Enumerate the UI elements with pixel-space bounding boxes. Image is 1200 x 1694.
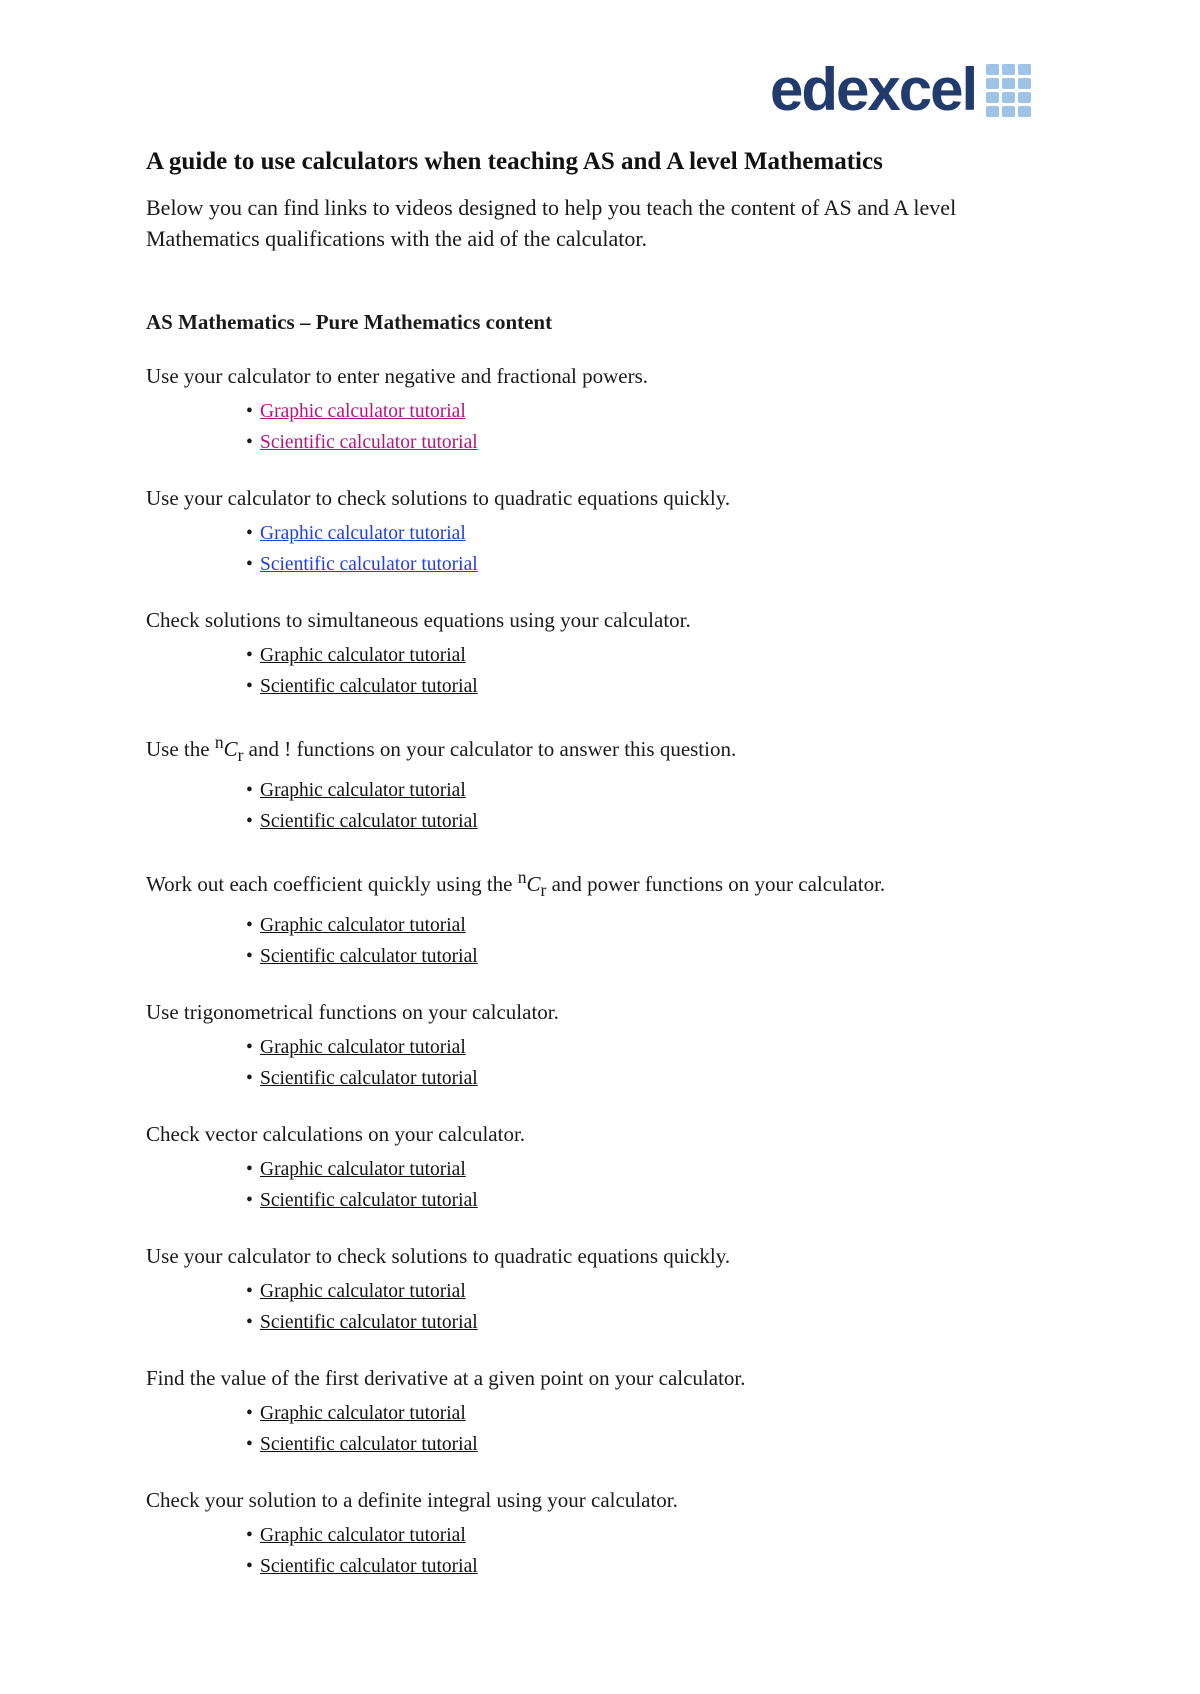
bullet-icon: • <box>246 645 253 666</box>
tutorial-links <box>146 1277 1066 1339</box>
topic-item <box>146 997 1066 1095</box>
scientific-calculator-link[interactable]: Scientific calculator tutorial <box>260 1068 478 1090</box>
topic-item <box>146 1485 1066 1583</box>
bullet-icon: • <box>246 676 253 697</box>
scientific-calculator-link[interactable]: Scientific calculator tutorial <box>260 554 478 575</box>
tutorial-links <box>146 1155 1066 1217</box>
graphic-calculator-link[interactable]: Graphic calculator tutorial <box>260 1037 466 1059</box>
bullet-icon: • <box>246 915 253 937</box>
bullet-icon: • <box>246 780 253 802</box>
bullet-icon: • <box>246 946 253 968</box>
document-body <box>146 144 1066 1583</box>
topic-text: Use your calculator to enter negative and fractional powers. <box>146 364 649 388</box>
bullet-icon: • <box>246 523 253 544</box>
graphic-calculator-link[interactable]: Graphic calculator tutorial <box>260 1159 466 1181</box>
list-item <box>246 397 1066 428</box>
graphic-calculator-link[interactable]: Graphic calculator tutorial <box>260 1281 466 1303</box>
logo-grid-icon <box>986 64 1031 117</box>
list-item <box>246 1033 1066 1064</box>
scientific-calculator-link[interactable]: Scientific calculator tutorial <box>260 1312 478 1334</box>
list-item <box>246 1064 1066 1095</box>
graphic-calculator-link[interactable]: Graphic calculator tutorial <box>260 1525 466 1547</box>
list-item <box>246 550 1066 581</box>
bullet-icon: • <box>246 1159 253 1181</box>
topic-item <box>146 483 1066 581</box>
graphic-calculator-link[interactable]: Graphic calculator tutorial <box>260 401 466 422</box>
topic-text: Use trigonometrical functions on your calculator. <box>146 1000 559 1025</box>
bullet-icon: • <box>246 554 253 575</box>
bullet-icon: • <box>246 1525 253 1547</box>
list-item <box>246 776 1066 807</box>
scientific-calculator-link[interactable]: Scientific calculator tutorial <box>260 1556 478 1578</box>
list-item <box>246 807 1066 838</box>
list-item <box>246 1155 1066 1186</box>
tutorial-links <box>146 1521 1066 1583</box>
list-item <box>246 1399 1066 1430</box>
tutorial-links <box>146 776 1066 838</box>
list-item <box>246 641 1066 672</box>
topic-item <box>146 1241 1066 1339</box>
graphic-calculator-link[interactable]: Graphic calculator tutorial <box>260 645 466 666</box>
list-item <box>246 1521 1066 1552</box>
scientific-calculator-link[interactable]: Scientific calculator tutorial <box>260 676 478 697</box>
list-item <box>246 911 1066 942</box>
bullet-icon: • <box>246 811 253 833</box>
list-item <box>246 672 1066 703</box>
list-item <box>246 1277 1066 1308</box>
topic-item <box>146 361 1066 459</box>
scientific-calculator-link[interactable]: Scientific calculator tutorial <box>260 946 478 968</box>
scientific-calculator-link[interactable]: Scientific calculator tutorial <box>260 811 478 833</box>
bullet-icon: • <box>246 401 253 422</box>
bullet-icon: • <box>246 1190 253 1212</box>
topic-text: Use your calculator to check solutions to quadratic equations quickly. <box>146 486 731 510</box>
graphic-calculator-link[interactable]: Graphic calculator tutorial <box>260 915 466 937</box>
topic-text: Check solutions to simultaneous equations using your calculator. <box>146 608 691 632</box>
tutorial-links <box>146 641 1066 703</box>
topic-text: Find the value of the first derivative at a given point on your calculator. <box>146 1366 746 1391</box>
list-item <box>246 1308 1066 1339</box>
list-item <box>246 1430 1066 1461</box>
list-item <box>246 1186 1066 1217</box>
scientific-calculator-link[interactable]: Scientific calculator tutorial <box>260 1434 478 1456</box>
topic-item <box>146 1363 1066 1461</box>
bullet-icon: • <box>246 1312 253 1334</box>
bullet-icon: • <box>246 1068 253 1090</box>
bullet-icon: • <box>246 1403 253 1425</box>
graphic-calculator-link[interactable]: Graphic calculator tutorial <box>260 1403 466 1425</box>
topic-text: Check your solution to a definite integral using your calculator. <box>146 1488 678 1513</box>
graphic-calculator-link[interactable]: Graphic calculator tutorial <box>260 523 466 544</box>
graphic-calculator-link[interactable]: Graphic calculator tutorial <box>260 780 466 802</box>
list-item <box>246 942 1066 973</box>
topic-item <box>146 1119 1066 1217</box>
tutorial-links <box>146 519 1066 581</box>
bullet-icon: • <box>246 1037 253 1059</box>
tutorial-links <box>146 1399 1066 1461</box>
bullet-icon: • <box>246 1281 253 1303</box>
topic-text: Check vector calculations on your calculator. <box>146 1122 526 1147</box>
scientific-calculator-link[interactable]: Scientific calculator tutorial <box>260 1190 478 1212</box>
tutorial-links <box>146 1033 1066 1095</box>
topic-text: Use the $^nC_r$ and ! functions on your calculator to answer this question. <box>146 732 737 766</box>
list-item <box>246 519 1066 550</box>
edexcel-logo <box>770 56 1050 123</box>
topic-item <box>146 727 1066 838</box>
intro-paragraph: Below you can find links to videos designed to help you teach the content of AS and A level Mathematics qualifications with the aid of the calculator. <box>146 195 957 251</box>
topic-text: Use your calculator to check solutions to quadratic equations quickly. <box>146 1244 731 1269</box>
topic-text: Work out each coefficient quickly using the $^nC_r$ and power functions on your calculator. <box>146 867 886 901</box>
bullet-icon: • <box>246 1434 253 1456</box>
logo-text: edexcel <box>770 56 977 123</box>
list-item <box>246 1552 1066 1583</box>
section-heading: AS Mathematics – Pure Mathematics content <box>146 310 553 334</box>
topic-item <box>146 605 1066 703</box>
list-item <box>246 428 1066 459</box>
topic-item <box>146 862 1066 973</box>
bullet-icon: • <box>246 1556 253 1578</box>
tutorial-links <box>146 911 1066 973</box>
scientific-calculator-link[interactable]: Scientific calculator tutorial <box>260 432 478 453</box>
tutorial-links <box>146 397 1066 459</box>
bullet-icon: • <box>246 432 253 453</box>
page-title: A guide to use calculators when teaching AS and A level Mathematics <box>146 148 883 175</box>
